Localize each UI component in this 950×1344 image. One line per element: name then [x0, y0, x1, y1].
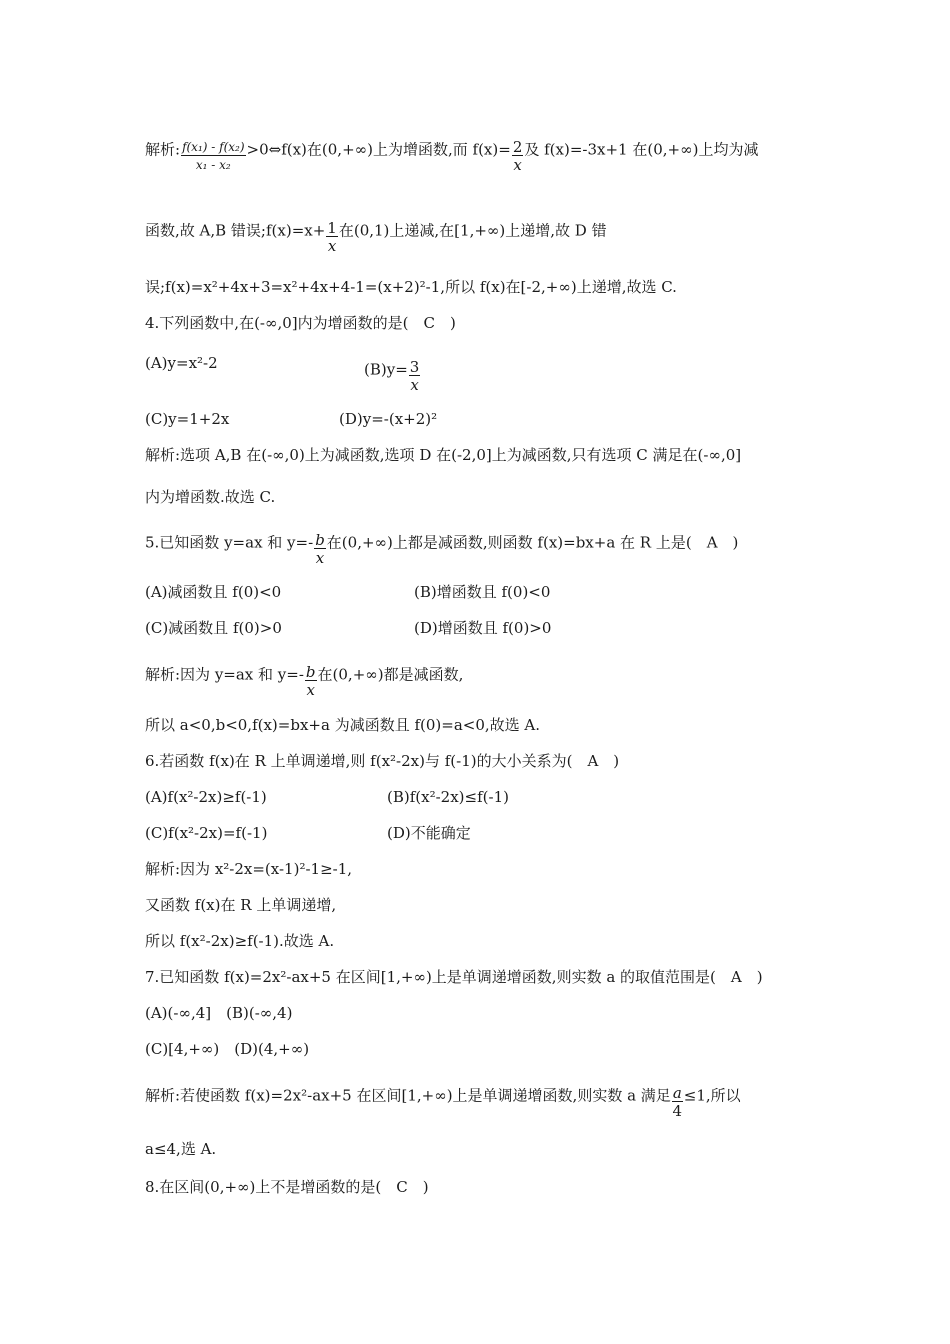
q5-option-b: (B)增函数且 f(0)<0	[414, 583, 551, 601]
fraction-3-over-x: $\frac{3}{x}$	[409, 358, 420, 394]
fraction-b-over-x: $\frac{b}{x}$	[315, 531, 325, 567]
fraction-2-over-x: $\frac{2}{x}$	[512, 138, 523, 174]
q5-option-a: (A)减函数且 f(0)<0	[145, 583, 282, 601]
difference-quotient-fraction: $\frac{\text{f(x₁) - f(x₂)}}{\text{x₁ - x₂}}$	[182, 140, 245, 172]
solution-3-line-3: 误;f(x)=x²+4x+3=x²+4x+4-1=(x+2)²-1,所以 f(x)在[-2,+∞)上递增,故选 C.	[145, 278, 677, 296]
q6-option-c: (C)f(x²-2x)=f(-1)	[145, 824, 268, 842]
q4-option-c: (C)y=1+2x	[145, 410, 230, 428]
question-6-stem: 6.若函数 f(x)在 R 上单调递增,则 f(x²-2x)与 f(-1)的大小关系为( A )	[145, 752, 620, 770]
q7-solution-line-1: 解析:若使函数 f(x)=2x²-ax+5 在区间[1,+∞)上是单调递增函数,则实数 a 满足 $\frac{a}{4}$ ≤1,所以	[145, 1084, 741, 1120]
solution-label: 解析:	[145, 140, 181, 159]
question-8-stem: 8.在区间(0,+∞)上不是增函数的是( C )	[145, 1178, 429, 1196]
q5-option-d: (D)增函数且 f(0)>0	[414, 619, 552, 637]
q7-options-ab: (A)(-∞,4] (B)(-∞,4)	[145, 1004, 293, 1022]
q6-solution-line-2: 又函数 f(x)在 R 上单调递增,	[145, 896, 337, 914]
question-5-stem: 5.已知函数 y=ax 和 y=- $\frac{b}{x}$ 在(0,+∞)上都是减函数,则函数 f(x)=bx+a 在 R 上是( A )	[145, 531, 739, 567]
solution-3-line-1: 解析: $\frac{\text{f(x₁) - f(x₂)}}{\text{x₁ - x₂}}$ >0⇔f(x)在(0,+∞)上为增函数,而 f(x)= $\frac{2}{x}$ 及 f(x)=-3x+1 在(0,+∞)上均为减	[145, 138, 759, 174]
fraction-a-over-4: $\frac{a}{4}$	[672, 1084, 683, 1120]
question-4-stem: 4.下列函数中,在(-∞,0]内为增函数的是( C )	[145, 314, 456, 332]
q4-option-a: (A)y=x²-2	[145, 354, 218, 372]
solution-3-line-2: 函数,故 A,B 错误;f(x)=x+ $\frac{1}{x}$ 在(0,1)上递减,在[1,+∞)上递增,故 D 错	[145, 219, 607, 255]
q7-options-cd: (C)[4,+∞) (D)(4,+∞)	[145, 1040, 310, 1058]
q6-option-b: (B)f(x²-2x)≤f(-1)	[387, 788, 509, 806]
q4-option-d: (D)y=-(x+2)²	[339, 410, 438, 428]
q6-solution-line-1: 解析:因为 x²-2x=(x-1)²-1≥-1,	[145, 860, 353, 878]
q4-solution-line-1: 解析:选项 A,B 在(-∞,0)上为减函数,选项 D 在(-2,0]上为减函数,只有选项 C 满足在(-∞,0]	[145, 446, 742, 464]
q5-option-c: (C)减函数且 f(0)>0	[145, 619, 282, 637]
q5-solution-line-2: 所以 a<0,b<0,f(x)=bx+a 为减函数且 f(0)=a<0,故选 A.	[145, 716, 541, 734]
q6-solution-line-3: 所以 f(x²-2x)≥f(-1).故选 A.	[145, 932, 335, 950]
q4-solution-line-2: 内为增函数.故选 C.	[145, 488, 276, 506]
q7-solution-line-2: a≤4,选 A.	[145, 1140, 217, 1158]
q4-option-b: (B)y= $\frac{3}{x}$	[364, 358, 420, 394]
q5-solution-line-1: 解析:因为 y=ax 和 y=- $\frac{b}{x}$ 在(0,+∞)都是减函数,	[145, 663, 464, 699]
q6-option-d: (D)不能确定	[387, 824, 471, 842]
question-7-stem: 7.已知函数 f(x)=2x²-ax+5 在区间[1,+∞)上是单调递增函数,则实数 a 的取值范围是( A )	[145, 968, 763, 986]
q6-option-a: (A)f(x²-2x)≥f(-1)	[145, 788, 267, 806]
fraction-b-over-x: $\frac{b}{x}$	[305, 663, 316, 699]
fraction-1-over-x: $\frac{1}{x}$	[327, 219, 337, 255]
